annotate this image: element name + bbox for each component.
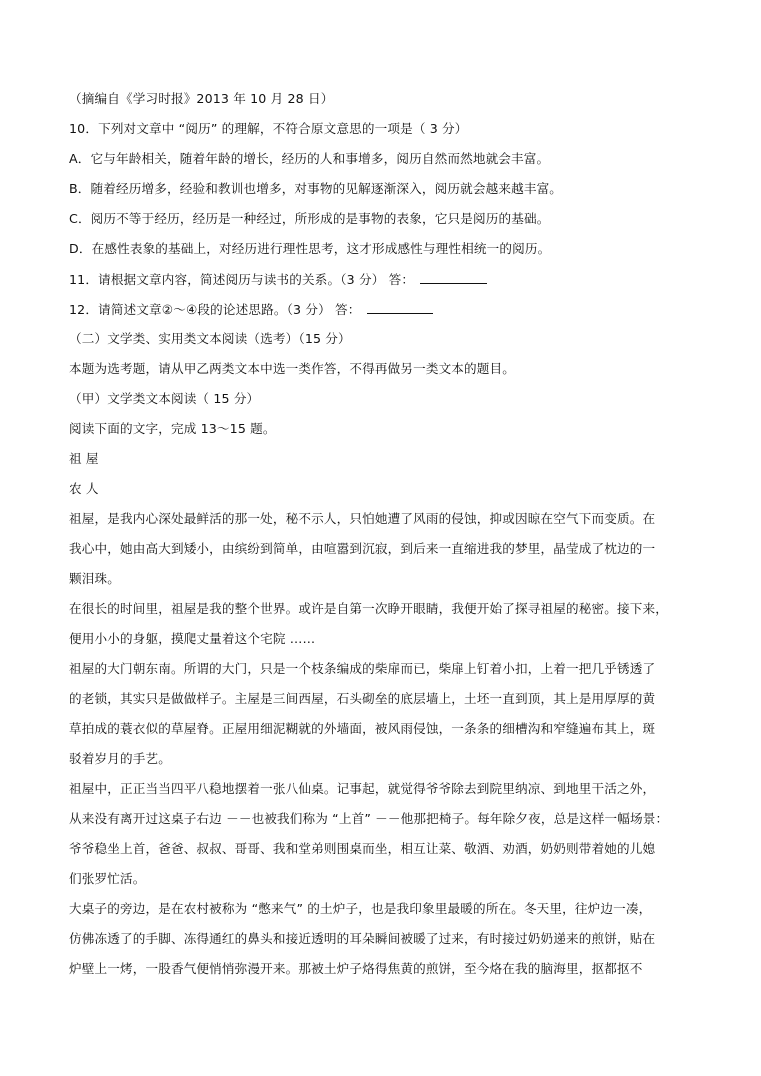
option-d: D．在感性表象的基础上，对经历进行理性思考，这才形成感性与理性相统一的阅历。 bbox=[69, 241, 551, 256]
paragraph-line: 从来没有离开过这桌子右边 －－也被我们称为 “上首” －－他那把椅子。每年除夕夜，总是这样一幅场景： bbox=[69, 811, 669, 826]
paragraph-line: 我心中，她由高大到矮小，由缤纷到简单，由喧嚣到沉寂，到后来一直缩进我的梦里，晶莹成了枕边的一 bbox=[69, 541, 656, 556]
option-b: B．随着经历增多，经验和教训也增多，对事物的见解逐渐深入，阅历就会越来越丰富。 bbox=[69, 181, 563, 196]
answer-blank-12[interactable] bbox=[367, 301, 433, 314]
paragraph-line: 驳着岁月的手艺。 bbox=[69, 751, 171, 766]
article-author: 农 人 bbox=[69, 481, 99, 496]
paragraph-line: 祖屋中，正正当当四平八稳地摆着一张八仙桌。记事起，就觉得爷爷除去到院里纳凉、到地里干活之外， bbox=[69, 781, 656, 796]
option-c: C．阅历不等于经历，经历是一种经过，所形成的是事物的表象，它只是阅历的基础。 bbox=[69, 211, 550, 226]
question-11-text: 11．请根据文章内容，简述阅历与读书的关系。（3 分） 答： bbox=[69, 272, 415, 287]
section-instruction: 本题为选考题，请从甲乙两类文本中选一类作答，不得再做另一类文本的题目。 bbox=[69, 361, 516, 376]
paragraph-line: 在很长的时间里，祖屋是我的整个世界。或许是自第一次睁开眼睛，我便开始了探寻祖屋的秘密。接下来， bbox=[69, 601, 668, 616]
paragraph-line: 们张罗忙活。 bbox=[69, 871, 146, 886]
paragraph-line: 仿佛冻透了的手脚、冻得通红的鼻头和接近透明的耳朵瞬间被暖了过来，有时接过奶奶递来的煎饼，贴在 bbox=[69, 931, 656, 946]
answer-blank-11[interactable] bbox=[420, 271, 487, 284]
paragraph-line: 的老锁，其实只是做做样子。主屋是三间西屋，石头砌垒的底层墙上，土坯一直到顶，其上是用厚厚的黄 bbox=[69, 691, 656, 706]
question-11 bbox=[69, 271, 487, 288]
reading-instruction: 阅读下面的文字，完成 13～15 题。 bbox=[69, 421, 276, 436]
paragraph-line: 草拍成的蓑衣似的草屋脊。正屋用细泥糊就的外墙面，被风雨侵蚀，一条条的细槽沟和窄缝遍布其上，斑 bbox=[69, 721, 656, 736]
article-title: 祖 屋 bbox=[69, 451, 99, 466]
paragraph-line: 便用小小的身躯，摸爬丈量着这个宅院 …… bbox=[69, 631, 316, 646]
section-heading: （二）文学类、实用类文本阅读（选考）（15 分） bbox=[69, 331, 351, 346]
paragraph-line: 炉壁上一烤，一股香气便悄悄弥漫开来。那被土炉子烙得焦黄的煎饼，至今烙在我的脑海里，抠都抠不 bbox=[69, 961, 643, 976]
paragraph-line: 祖屋，是我内心深处最鲜活的那一处，秘不示人，只怕她遭了风雨的侵蚀，抑或因晾在空气下而变质。在 bbox=[69, 511, 656, 526]
question-12 bbox=[69, 301, 433, 318]
paragraph-line: 爷爷稳坐上首，爸爸、叔叔、哥哥、我和堂弟则围桌而坐，相互让菜、敬酒、劝酒，奶奶则带着她的儿媳 bbox=[69, 841, 656, 856]
paragraph-line: 大桌子的旁边，是在农村被称为 “憋来气” 的土炉子，也是我印象里最暖的所在。冬天里，往炉边一凑， bbox=[69, 901, 652, 916]
source-note: （摘编自《学习时报》2013 年 10 月 28 日） bbox=[69, 91, 334, 106]
paragraph-line: 颗泪珠。 bbox=[69, 571, 120, 586]
question-12-text: 12．请简述文章②～④段的论述思路。（3 分） 答： bbox=[69, 302, 361, 317]
subsection-heading: （甲）文学类文本阅读（ 15 分） bbox=[69, 391, 260, 406]
paragraph-line: 祖屋的大门朝东南。所谓的大门，只是一个枝条编成的柴扉而已，柴扉上钉着小扣，上着一把几乎锈透了 bbox=[69, 661, 656, 676]
option-a: A．它与年龄相关，随着年龄的增长，经历的人和事增多，阅历自然而然地就会丰富。 bbox=[69, 151, 550, 166]
question-10: 10．下列对文章中 “阅历” 的理解，不符合原文意思的一项是（ 3 分） bbox=[69, 121, 468, 136]
